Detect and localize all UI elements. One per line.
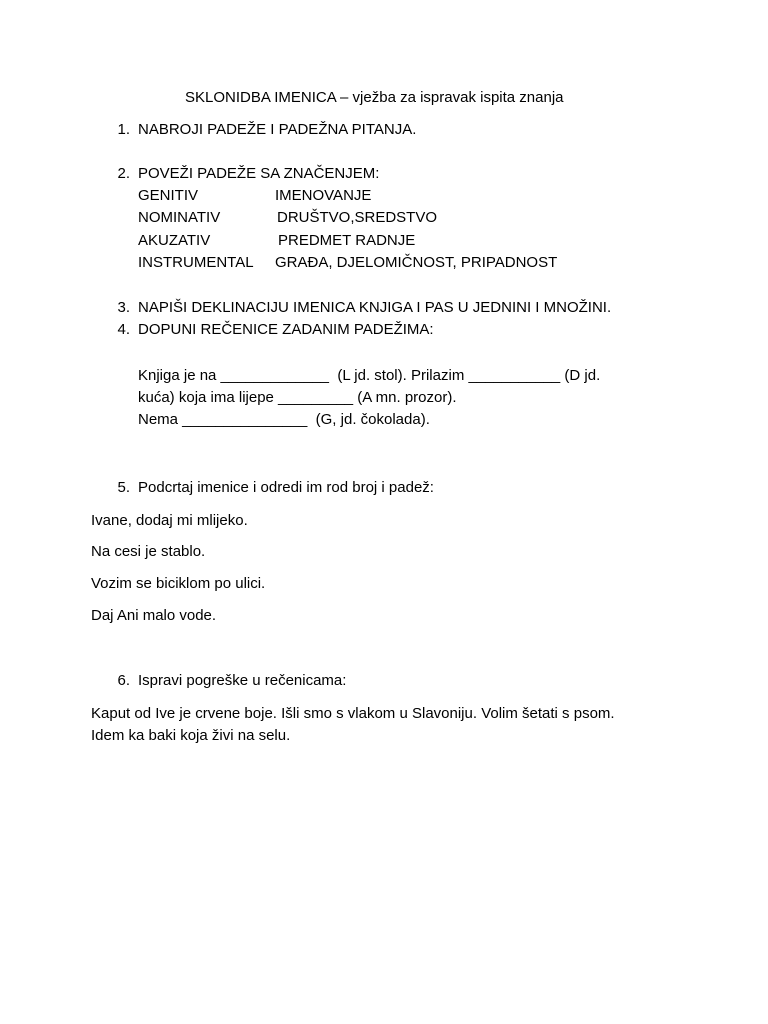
sentence: Daj Ani malo vode. (91, 607, 217, 624)
task-number: 4. (117, 321, 130, 338)
case-name: INSTRUMENTAL (138, 254, 254, 271)
fill-in-sentence: Nema _______________ (G, jd. čokolada). (138, 411, 430, 428)
sentence: Na cesi je stablo. (91, 543, 206, 560)
task-text: NAPIŠI DEKLINACIJU IMENICA KNJIGA I PAS U JEDNINI I MNOŽINI. (138, 299, 612, 316)
task-text: DOPUNI REČENICE ZADANIM PADEŽIMA: (138, 321, 434, 338)
task-number: 5. (117, 479, 130, 496)
case-name: NOMINATIV (138, 209, 221, 226)
task-text: Podcrtaj imenice i odredi im rod broj i padež: (138, 479, 434, 496)
sentence: Kaput od Ive je crvene boje. Išli smo s vlakom u Slavoniju. Volim šetati s psom. (91, 705, 615, 722)
page-title: SKLONIDBA IMENICA – vježba za ispravak ispita znanja (185, 89, 564, 106)
sentence: Ivane, dodaj mi mlijeko. (91, 512, 248, 529)
task-number: 2. (117, 165, 130, 182)
task-text: NABROJI PADEŽE I PADEŽNA PITANJA. (138, 121, 417, 138)
fill-in-sentence: Knjiga je na _____________ (L jd. stol). Prilazim ___________ (D jd. (138, 367, 601, 384)
case-meaning: PREDMET RADNJE (278, 232, 416, 249)
sentence: Vozim se biciklom po ulici. (91, 575, 266, 592)
fill-in-sentence: kuća) koja ima lijepe _________ (A mn. prozor). (138, 389, 457, 406)
case-meaning: DRUŠTVO,SREDSTVO (277, 209, 438, 226)
sentence: Idem ka baki koja živi na selu. (91, 727, 291, 744)
case-name: GENITIV (138, 187, 199, 204)
task-text: Ispravi pogreške u rečenicama: (138, 672, 347, 689)
task-number: 1. (117, 121, 130, 138)
task-number: 3. (117, 299, 130, 316)
case-name: AKUZATIV (138, 232, 211, 249)
task-text: POVEŽI PADEŽE SA ZNAČENJEM: (138, 165, 380, 182)
case-meaning: IMENOVANJE (275, 187, 372, 204)
task-number: 6. (117, 672, 130, 689)
case-meaning: GRAĐA, DJELOMIČNOST, PRIPADNOST (275, 254, 558, 271)
